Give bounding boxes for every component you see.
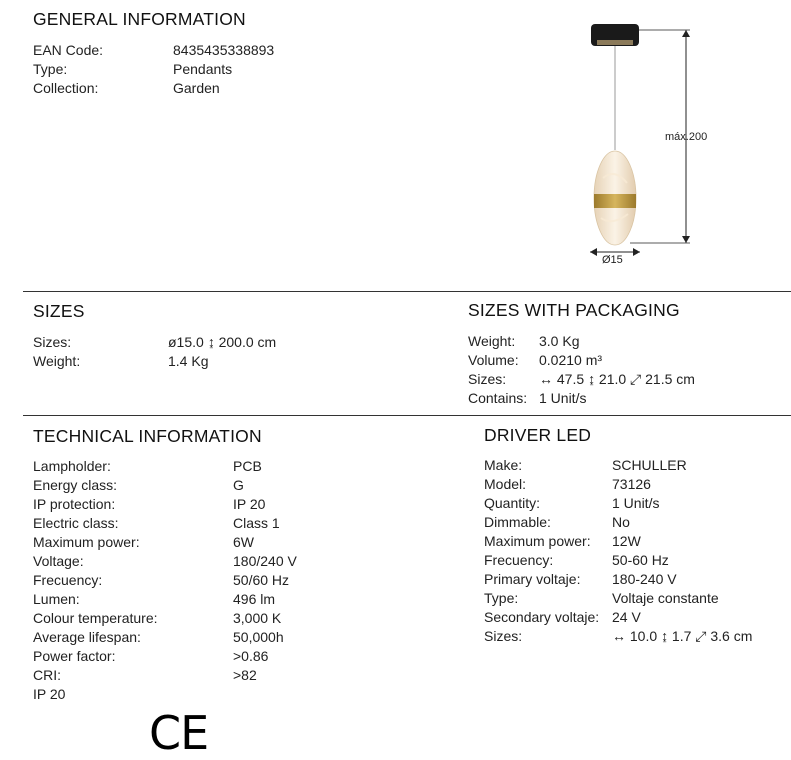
spec-label: Electric class: [33,515,119,531]
weight-label: Weight: [33,353,81,369]
spec-value: 3,000 K [233,610,282,626]
technical-title: TECHNICAL INFORMATION [33,426,262,446]
driver-label: Type: [484,590,519,606]
driver-label: Dimmable: [484,514,551,530]
spec-value: >82 [233,667,257,683]
type-label: Type: [33,61,68,77]
spec-value: IP 20 [233,496,266,512]
driver-value: 50-60 Hz [612,552,669,568]
packaging-weight-label: Weight: [468,333,516,349]
spec-label: CRI: [33,667,61,683]
packaging-contains-value: 1 Unit/s [539,390,587,406]
diameter-arrow-right [633,248,640,256]
ean-label: EAN Code: [33,42,104,58]
collection-label: Collection: [33,80,99,96]
product-drawing [570,18,770,272]
canopy-ring [597,40,633,45]
diameter-label: Ø15 [602,254,623,266]
packaging-weight-value: 3.0 Kg [539,333,580,349]
spec-label: Power factor: [33,648,116,664]
spec-label: Voltage: [33,553,84,569]
packaging-contains-label: Contains: [468,390,528,406]
packaging-sizes-value: ↔ 47.5 ↨ 21.0 ⤢ 21.5 cm [539,371,695,387]
spec-value: 496 lm [233,591,276,607]
spec-value: Class 1 [233,515,280,531]
spec-label: IP protection: [33,496,116,512]
sizes-title: SIZES [33,301,85,321]
driver-value: 24 V [612,609,641,625]
spec-label: Lampholder: [33,458,111,474]
driver-value: Voltaje constante [612,590,719,606]
type-value: Pendants [173,61,233,77]
spec-value: 6W [233,534,254,550]
brass-band [594,194,636,208]
spec-label: Maximum power: [33,534,140,550]
spec-label: Lumen: [33,591,80,607]
ce-mark-icon: CE [149,706,209,760]
driver-value: SCHULLER [612,457,687,473]
spec-value: G [233,477,244,493]
spec-label: Frecuency: [33,572,103,588]
packaging-title: SIZES WITH PACKAGING [468,300,680,320]
spec-value: 180/240 V [233,553,297,569]
driver-label: Frecuency: [484,552,554,568]
ip-rating-text: IP 20 [33,686,66,702]
spec-label: Colour temperature: [33,610,158,626]
section-divider-1 [23,291,791,292]
driver-value: 12W [612,533,641,549]
spec-value: 50,000h [233,629,284,645]
sizes-value: ø15.0 ↨ 200.0 cm [168,334,277,350]
diameter-arrow-left [590,248,597,256]
driver-label: Maximum power: [484,533,591,549]
driver-label: Sizes: [484,628,523,644]
spec-label: Average lifespan: [33,629,141,645]
ean-value: 8435435338893 [173,42,275,58]
driver-value: ↔ 10.0 ↨ 1.7 ⤢ 3.6 cm [612,628,753,644]
packaging-sizes-label: Sizes: [468,371,507,387]
packaging-volume-label: Volume: [468,352,519,368]
general-information-title: GENERAL INFORMATION [33,9,246,29]
sizes-label: Sizes: [33,334,72,350]
height-label: máx.200 [665,131,708,143]
driver-title: DRIVER LED [484,425,592,445]
spec-value: >0.86 [233,648,269,664]
spec-label: Energy class: [33,477,118,493]
section-divider-2 [23,415,791,416]
height-arrow-top [682,30,690,37]
spec-value: PCB [233,458,262,474]
driver-value: No [612,514,630,530]
driver-value: 1 Unit/s [612,495,660,511]
driver-label: Quantity: [484,495,541,511]
collection-value: Garden [173,80,220,96]
driver-label: Primary voltaje: [484,571,581,587]
packaging-volume-value: 0.0210 m³ [539,352,603,368]
driver-value: 180-240 V [612,571,677,587]
weight-value: 1.4 Kg [168,353,209,369]
height-arrow-bottom [682,236,690,243]
driver-value: 73126 [612,476,651,492]
driver-label: Secondary voltaje: [484,609,600,625]
driver-label: Make: [484,457,523,473]
driver-label: Model: [484,476,527,492]
spec-value: 50/60 Hz [233,572,290,588]
